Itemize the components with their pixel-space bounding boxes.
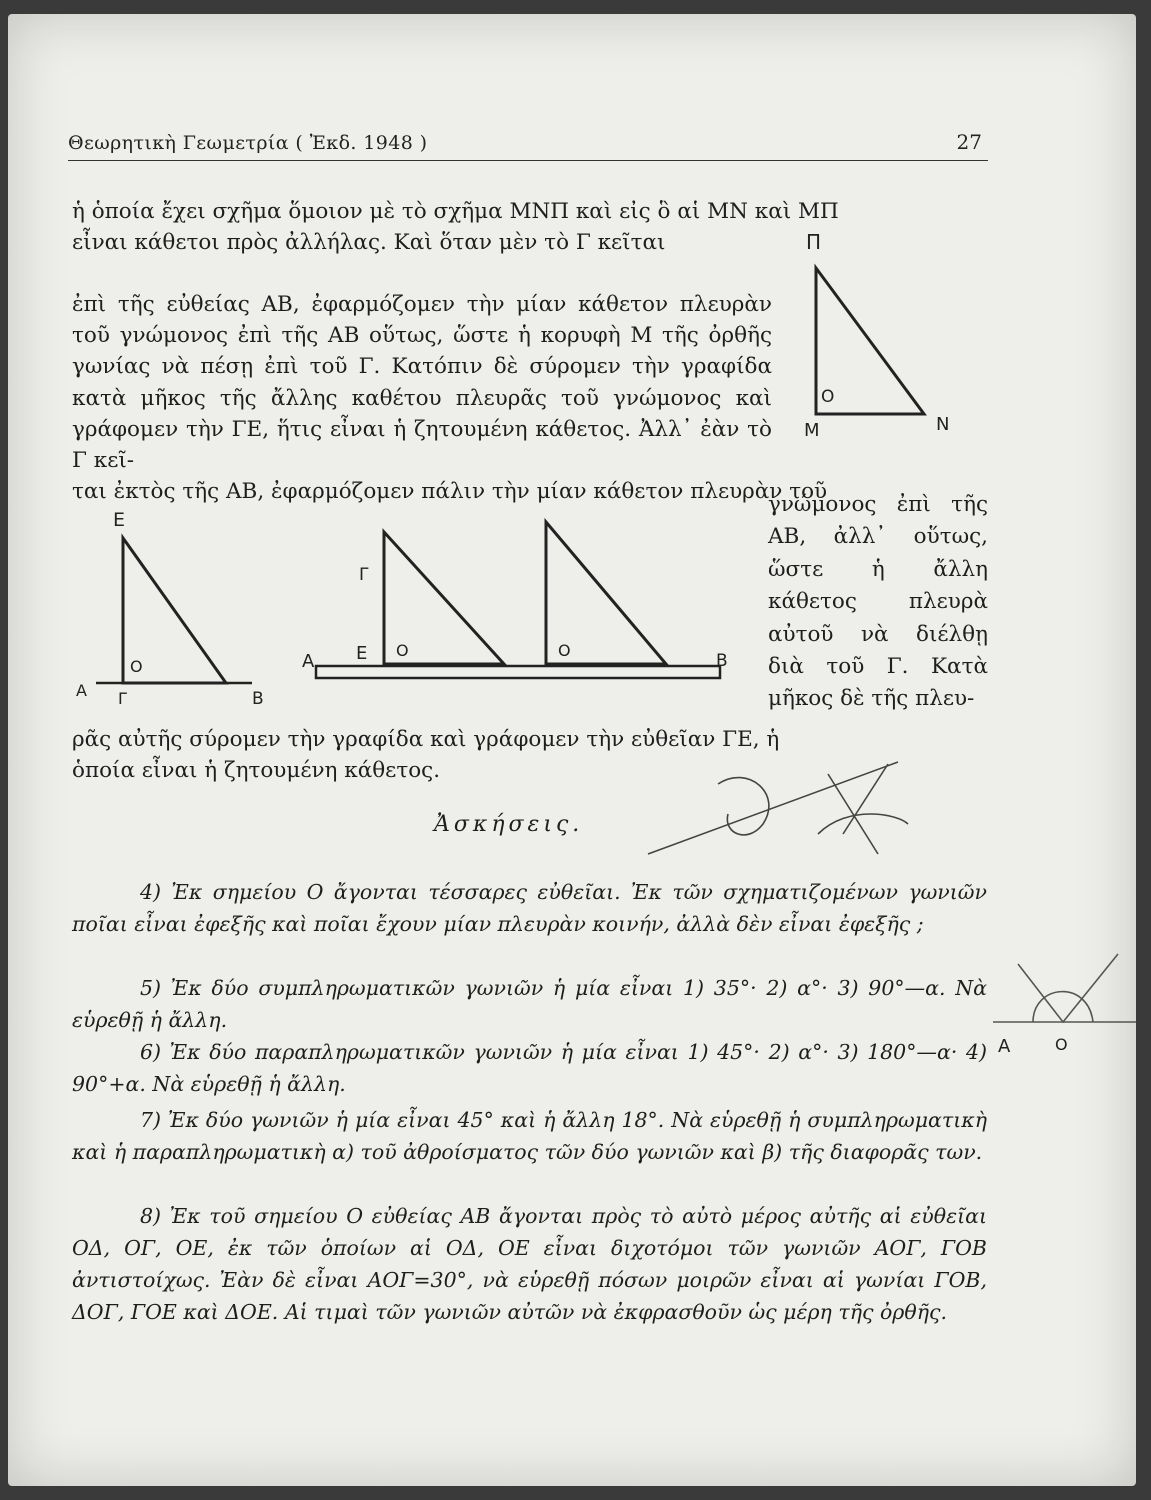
label-a: Α	[76, 681, 87, 700]
label-b2: Β	[716, 651, 728, 671]
figure-left	[66, 508, 286, 708]
exercises-title: Ἀσκήσεις.	[434, 812, 584, 837]
running-header	[68, 126, 988, 161]
figure-mnp	[788, 220, 978, 450]
label-e2: Ε	[356, 643, 368, 664]
label-o3: Ο	[396, 641, 409, 660]
label-g2: Γ	[359, 565, 369, 585]
exercise-6	[72, 1036, 987, 1100]
book-page	[8, 14, 1136, 1486]
label-o4: Ο	[558, 641, 571, 660]
exercise-4	[72, 876, 987, 940]
exercise-7	[72, 1104, 987, 1168]
label-a2: Α	[302, 651, 315, 672]
exercise-6-text: 6) Ἐκ δύο παραπληρωματικῶν γωνιῶν ἡ μία εἶναι 1) 45°· 2) α°· 3) 180°—α· 4) 90°+α. Νὰ εὑρεθῇ ἡ ἄλλη.	[72, 1040, 987, 1096]
body-line1: ἡ ὁποία ἔχει σχῆμα ὅμοιον μὲ τὸ σχῆμα ΜΝΠ καὶ εἰς ὃ αἱ ΜΝ καὶ ΜΠ	[72, 199, 839, 224]
label-e: Ε	[113, 509, 126, 531]
label-m: Μ	[804, 420, 820, 441]
exercise-7-text: 7) Ἐκ δύο γωνιῶν ἡ μία εἶναι 45° καὶ ἡ ἄλλη 18°. Νὰ εὑρεθῇ ἡ συμπληρωματικὴ καὶ ἡ παραπληρωματικὴ α) τοῦ ἀθροίσματος τῶν δύο γωνιῶν καὶ β) τῆς διαφορᾶς των.	[72, 1108, 987, 1164]
label-b: Β	[252, 689, 264, 709]
label-g: Γ	[118, 689, 127, 708]
text-para-right: γνώμονος ἐπὶ τῆς ΑΒ, ἀλλ᾽ οὕτως, ὥστε ἡ ἄλλη κάθετος πλευρὰ αὐτοῦ νὰ διέλθῃ διὰ τοῦ Γ. Κατὰ μῆκος δὲ τῆς πλευ-	[768, 492, 988, 712]
body-line-end1: ρᾶς αὐτῆς σύρομεν τὴν γραφίδα καὶ γράφομεν τὴν εὐθεῖαν ΓΕ, ἡ	[72, 727, 780, 752]
label-o2: Ο	[130, 657, 143, 676]
figure-middle	[294, 514, 754, 694]
exercise-8-text: 8) Ἐκ τοῦ σημείου Ο εὐθείας ΑΒ ἄγονται πρὸς τὸ αὐτὸ μέρος αὐτῆς αἱ εὐθεῖαι ΟΔ, ΟΓ, ΟΕ, ἐκ τῶν ὁποίων αἱ ΟΔ, ΟΕ εἶναι διχοτόμοι τῶν γωνιῶν ΑΟΓ, ΓΟΒ ἀντιστοίχως. Ἐὰν δὲ εἶναι ΑΟΓ=30°, νὰ εὑρεθῇ πόσων μοιρῶν εἶναι αἱ γωνίαι ΓΟΒ, ΔΟΓ, ΓΟΕ καὶ ΔΟΕ. Αἱ τιμαὶ τῶν γωνιῶν αὐτῶν νὰ ἐκφρασθοῦν ὡς μέρη τῆς ὀρθῆς.	[72, 1204, 987, 1324]
text-para-left	[72, 258, 828, 507]
body-para-left: ἐπὶ τῆς εὐθείας ΑΒ, ἐφαρμόζομεν τὴν μίαν κάθετον πλευρὰν τοῦ γνώμονος ἐπὶ τῆς ΑΒ οὕτως, ὥστε ἡ κορυφὴ Μ τῆς ὀρθῆς γωνίας νὰ πέσῃ ἐπὶ τοῦ Γ. Κατόπιν δὲ σύρομεν τὴν γραφίδα κατὰ μῆκος τῆς ἄλλης καθέτου πλευρᾶς τοῦ γνώμονος καὶ γράφομεν τὴν ΓΕ, ἥτις εἶναι ἡ ζητουμένη κάθετος. Ἀλλ᾽ ἐὰν τὸ Γ κεῖ-	[72, 292, 772, 474]
label-p: Π	[806, 230, 822, 254]
header-title: Θεωρητικὴ Γεωμετρία ( Ἐκδ. 1948 )	[68, 132, 428, 154]
hand-label-a: Α	[998, 1036, 1011, 1057]
ruler	[316, 666, 720, 678]
body-line-full: ται ἐκτὸς τῆς ΑΒ, ἐφαρμόζομεν πάλιν τὴν μίαν κάθετον πλευρὰν τοῦ	[72, 479, 828, 505]
hand-label-o: Ο	[1055, 1035, 1068, 1054]
page-number: 27	[956, 130, 982, 154]
label-n: Ν	[936, 414, 950, 435]
exercise-4-text: 4) Ἐκ σημείου Ο ἄγονται τέσσαρες εὐθεῖαι. Ἐκ τῶν σχηματιζομένων γωνιῶν ποῖαι εἶναι ἐφεξῆς καὶ ποῖαι ἔχουν μίαν πλευρὰν κοινήν, ἀλλὰ δὲν εἶναι ἐφεξῆς ;	[72, 880, 987, 936]
handwritten-sketch	[993, 944, 1136, 1064]
exercise-5-text: 5) Ἐκ δύο συμπληρωματικῶν γωνιῶν ἡ μία εἶναι 1) 35°· 2) α°· 3) 90°—α. Νὰ εὑρεθῇ ἡ ἄλλη.	[72, 976, 987, 1032]
body-line2: εἶναι κάθετοι πρὸς ἀλλήλας. Καὶ ὅταν μὲν τὸ Γ κεῖται	[72, 230, 666, 256]
exercise-5	[72, 972, 987, 1036]
label-o: Ο	[821, 387, 835, 407]
exercise-8	[72, 1200, 987, 1328]
body-line-end2: ὁποία εἶναι ἡ ζητουμένη κάθετος.	[72, 758, 441, 784]
pencil-marks	[638, 754, 958, 864]
